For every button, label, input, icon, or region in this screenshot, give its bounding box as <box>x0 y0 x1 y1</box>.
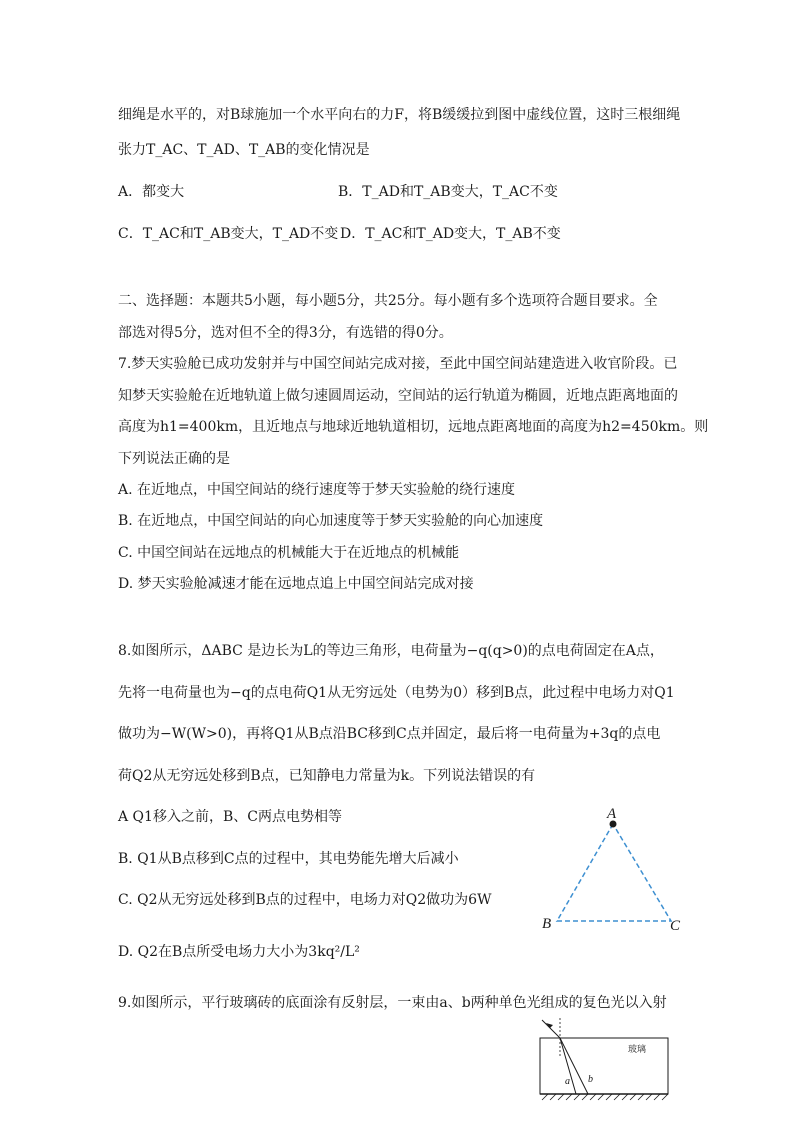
q8-option-c: C. Q2从无穷远处移到B点的过程中，电场力对Q2做功为6W <box>118 892 492 908</box>
q7-option-a: A. 在近地点，中国空间站的绕行速度等于梦天实验舱的绕行速度 <box>118 482 516 498</box>
q8-line-2: 先将一电荷量也为−q的点电荷Q1从无穷远处（电势为0）移到B点，此过程中电场力对Q1 <box>118 685 675 701</box>
q6-option-a: A．都变大 <box>118 184 185 200</box>
q8-option-d: D. Q2在B点所受电场力大小为3kq²/L² <box>118 944 360 960</box>
q6-option-c: C．T_AC和T_AB变大，T_AD不变 <box>118 226 339 242</box>
q6-option-b: B．T_AD和T_AB变大，T_AC不变 <box>338 184 558 200</box>
glass-slab-figure <box>530 1016 680 1106</box>
q8-line-1: 8.如图所示，ΔABC 是边长为L的等边三角形，电荷量为−q(q>0)的点电荷固定在A点， <box>118 643 664 659</box>
q8-option-b: B. Q1从B点移到C点的过程中，其电势能先增大后减小 <box>118 851 459 867</box>
q6-line-2-text: 张力T_AC、T_AD、T_AB的变化情况是 <box>118 142 370 158</box>
ray-label-b: b <box>588 1074 593 1085</box>
q7-option-c: C. 中国空间站在远地点的机械能大于在近地点的机械能 <box>118 545 460 561</box>
q7-line-2: 知梦天实验舱在近地轨道上做匀速圆周运动，空间站的运行轨道为椭圆，近地点距离地面的 <box>118 388 678 404</box>
incident-ray <box>542 1020 560 1038</box>
q6-line-1 <box>118 104 680 124</box>
q7-line-4: 下列说法正确的是 <box>118 451 230 467</box>
q6-line-2 <box>118 139 370 159</box>
q7-option-d: D. 梦天实验舱减速才能在远地点追上中国空间站完成对接 <box>118 576 474 592</box>
vertex-label-a: A <box>607 806 617 822</box>
section-2-header-line-1: 二、选择题：本题共5小题，每小题5分，共25分。每小题有多个选项符合题目要求。全 <box>118 293 658 309</box>
q7-line-1: 7.梦天实验舱已成功发射并与中国空间站完成对接，至此中国空间站建造进入收官阶段。已 <box>118 356 678 372</box>
glass-label: 玻璃 <box>628 1044 647 1054</box>
q7-line-3: 高度为h1=400km，且近地点与地球近地轨道相切，远地点距离地面的高度为h2=450km。则 <box>118 419 709 435</box>
q6-line-1-text: 细绳是水平的，对B球施加一个水平向右的力F，将B缓缓拉到图中虚线位置，这时三根细绳 <box>118 107 681 123</box>
hatch-marks <box>542 1094 668 1100</box>
q6-option-d: D．T_AC和T_AD变大，T_AB不变 <box>340 226 561 242</box>
glass-slab <box>540 1038 668 1094</box>
triangle-figure <box>535 800 695 940</box>
q8-line-3: 做功为−W(W>0)，再将Q1从B点沿BC移到C点并固定，最后将一电荷量为+3q的点电 <box>118 726 661 742</box>
triangle-abc <box>557 824 671 921</box>
section-2-header-line-2: 部选对得5分，选对但不全的得3分，有选错的得0分。 <box>118 325 453 341</box>
q7-option-b: B. 在近地点，中国空间站的向心加速度等于梦天实验舱的向心加速度 <box>118 513 544 529</box>
vertex-label-b: B <box>542 916 552 932</box>
q8-option-a: A Q1移入之前，B、C两点电势相等 <box>118 809 342 825</box>
q8-line-4: 荷Q2从无穷远处移到B点，已知静电力常量为k。下列说法错误的有 <box>118 768 536 784</box>
q9-line-1: 9.如图所示，平行玻璃砖的底面涂有反射层，一束由a、b两种单色光组成的复色光以入射 <box>118 995 667 1011</box>
ray-label-a: a <box>565 1076 570 1087</box>
vertex-label-c: C <box>670 918 681 934</box>
